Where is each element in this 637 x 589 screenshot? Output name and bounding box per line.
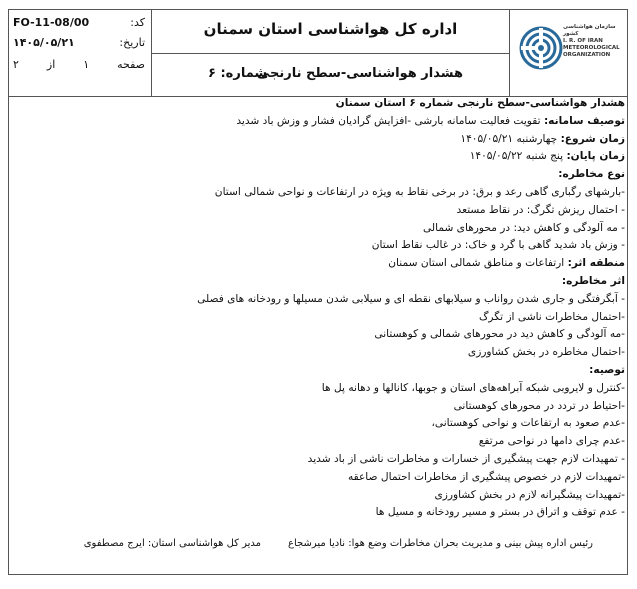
system-description: توصیف سامانه: تقویت فعالیت سامانه بارشی -افزایش گرادیان فشار و وزش باد شدید [236,114,625,127]
page-word: صفحه [117,58,145,71]
code-row [13,16,145,29]
list-item: -مه آلودگی و کاهش دید در محورهای شمالی و کوهستانی [374,328,625,341]
list-item: -احتیاط در تردد در محورهای کوهستانی [453,399,625,412]
forecast-head-signature: رئیس اداره پیش بینی و مدیریت بحران مخاطرات وضع هوا: نادیا میرشجاع [288,538,593,549]
date-row [13,36,145,49]
page-current: ۱ [83,58,90,71]
list-item: -کنترل و لایروبی شبکه آبراهه‌های استان و جوبها، کانالها و دهانه پل ها [321,381,625,394]
document-heading: هشدار هواشناسی-سطح نارنجی شماره ۶ استان سمنان [335,97,625,109]
date-label: تاریخ: [119,36,145,49]
list-item: -احتمال مخاطره در بخش کشاورزی [467,346,625,359]
page-row [13,58,145,71]
hazard-type-heading: نوع مخاطره: [558,168,625,181]
code-value: FO-11-08/00 [13,16,90,29]
list-item: - مه آلودگی و کاهش دید: در محورهای شمالی [423,221,625,234]
list-item: -بارشهای رگباری گاهی رعد و برق: در برخی نقاط به ویژه در ارتفاعات و نواحی شمالی استان [214,185,625,198]
director-general-signature: مدیر کل هواشناسی استان: ایرج مصطفوی [83,538,261,549]
end-time: زمان پایان: پنج شنبه ۱۴۰۵/۰۵/۲۲ [469,150,625,163]
page-of: از [46,58,56,71]
start-time: زمان شروع: چهارشنبه ۱۴۰۵/۰۵/۲۱ [460,132,625,145]
document-info-cell [9,10,153,96]
document-body [12,95,625,522]
list-item: -عدم صعود به ارتفاعات و نواحی کوهستانی، [431,417,625,430]
list-item: -تمهیدات پیشگیرانه لازم در بخش کشاورزی [434,488,625,501]
logo-text: سازمان هواشناسی کشور I. R. OF IRAN METEOROLOGICAL ORGANIZATION [563,24,620,58]
recommendation-heading: توصیه: [589,363,625,376]
logo-cell [509,10,627,96]
organization-title: اداره کل هواشناسی استان سمنان [203,20,458,38]
warning-level-title: هشدار هواشناسی-سطح نارنجی [256,66,463,81]
title-cell [151,10,509,96]
document-header [9,10,627,97]
list-item: - وزش باد شدید گاهی با گرد و خاک: در غالب نقاط استان [371,239,625,252]
impact-heading: اثر مخاطره: [561,274,625,287]
list-item: - تمهیدات لازم جهت پیشگیری از خسارات و مخاطرات ناشی از باد شدید [307,452,625,465]
list-item: -عدم چرای دامها در نواحی مرتفع [478,435,625,448]
list-item: - احتمال ریزش تگرگ: در نقاط مستعد [456,203,625,216]
code-label: کد: [130,16,145,29]
list-item: - آبگرفتگی و جاری شدن رواناب و سیلابهای نقطه ای و سیلابی شدن مسیلها و رودخانه های فصلی [197,292,625,305]
page-total: ۲ [13,58,19,71]
warning-number: شماره: ۶ [208,66,268,81]
affected-area: منطقه اثر: ارتفاعات و مناطق شمالی استان سمنان [388,257,625,270]
list-item: -تمهیدات لازم در خصوص پیشگیری از مخاطرات احتمال صاعقه [347,470,625,483]
list-item: - عدم توقف و اتراق در بستر و مسیر رودخانه و مسیل ها [375,506,625,519]
list-item: -احتمال مخاطرات ناشی از تگرگ [478,310,625,323]
meteorological-organization-logo [519,26,563,70]
date-value: ۱۴۰۵/۰۵/۲۱ [13,36,75,49]
